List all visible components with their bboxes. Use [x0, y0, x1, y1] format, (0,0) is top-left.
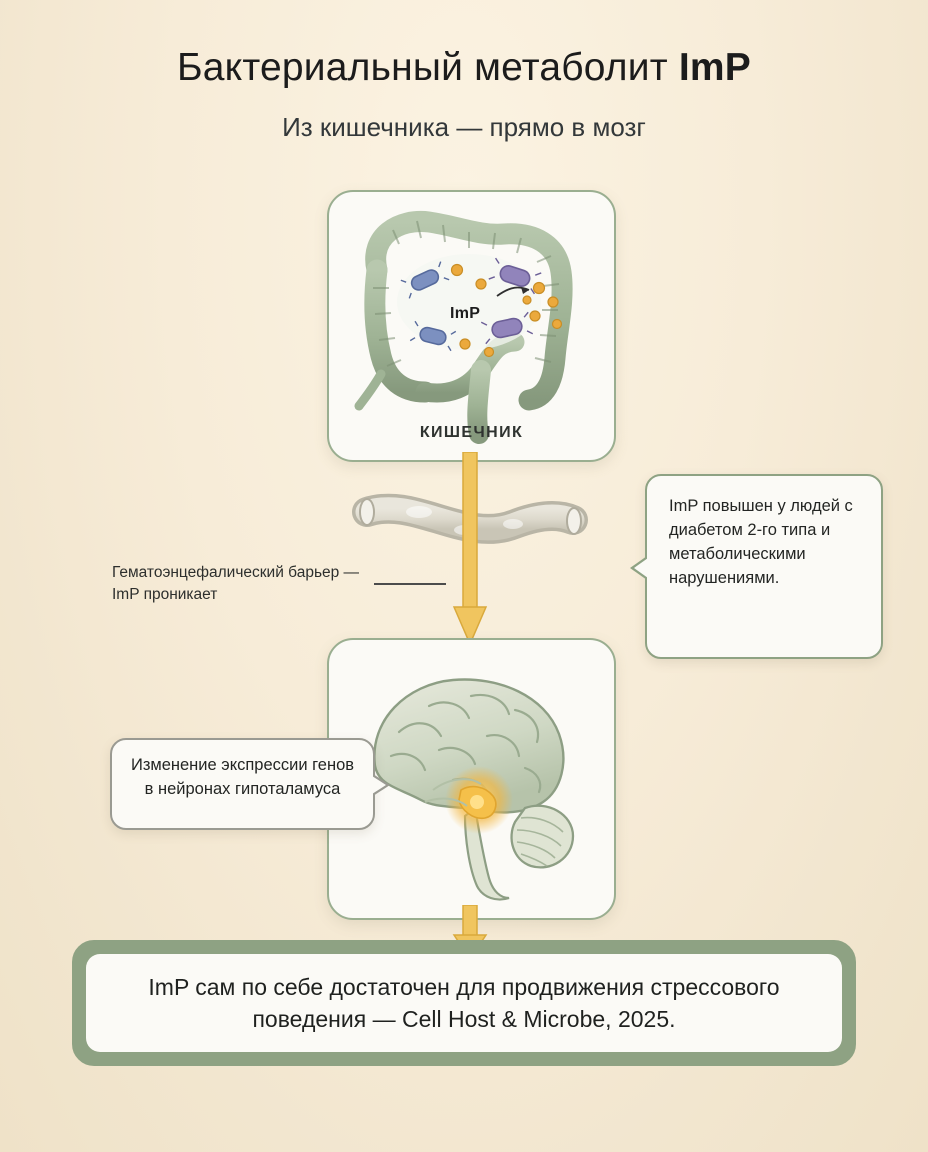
callout-right-text: ImP повышен у людей с диабетом 2-го типа и метаболическими нарушениями. [669, 497, 853, 587]
gut-to-brain-arrow [452, 452, 488, 652]
gut-panel [327, 190, 616, 462]
gut-illustration [329, 192, 610, 456]
page-title-bold: ImP [678, 46, 751, 89]
bbb-leader-line [374, 583, 446, 585]
conclusion-text: ImP сам по себе достаточен для продвижения стрессового поведения — Cell Host & Microbe, 2025. [86, 954, 842, 1052]
callout-right-tail-inner [634, 558, 648, 578]
page-title-plain: Бактериальный метаболит [176, 46, 679, 89]
gut-panel-caption: КИШЕЧНИК [419, 424, 524, 441]
callout-left-text: Изменение экспрессии генов в нейронах гипоталамуса [130, 756, 355, 798]
callout-left-tail-inner [372, 776, 386, 794]
page-title [0, 44, 928, 92]
page-subtitle: Из кишечника — прямо в мозг [282, 112, 646, 142]
callout-gene-expression [110, 738, 375, 830]
bbb-label: Гематоэнцефалический барьер — ImP проникает [112, 564, 360, 603]
callout-diabetes [645, 474, 883, 659]
imp-molecule-label: ImP [450, 305, 481, 322]
